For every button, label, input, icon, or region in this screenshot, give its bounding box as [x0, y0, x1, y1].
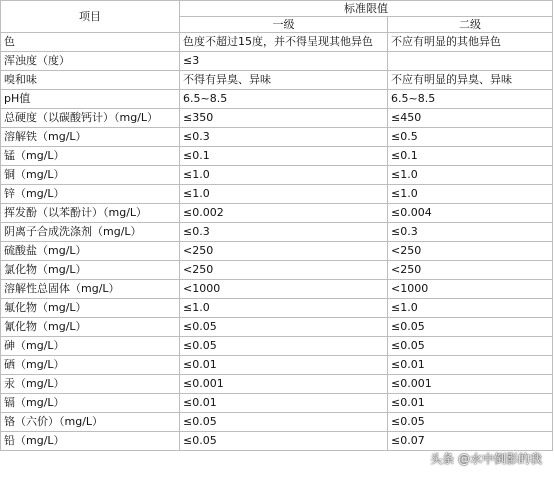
grade2-cell: ≤0.07 [388, 432, 553, 451]
watermark: 头条 @水中倒影的我 [430, 452, 542, 466]
item-cell: 锰（mg/L） [1, 147, 180, 166]
table-row [1, 375, 553, 394]
table-row [1, 242, 553, 261]
grade1-cell: ≤0.01 [180, 394, 388, 413]
grade1-cell: ≤0.05 [180, 432, 388, 451]
grade1-cell: 6.5~8.5 [180, 90, 388, 109]
item-cell: pH值 [1, 90, 180, 109]
item-cell: 浑浊度（度） [1, 52, 180, 71]
item-cell: 阴离子合成洗涤剂（mg/L） [1, 223, 180, 242]
grade2-cell [388, 52, 553, 71]
grade2-cell: ≤1.0 [388, 185, 553, 204]
item-cell: 铜（mg/L） [1, 166, 180, 185]
grade2-cell: ≤0.01 [388, 356, 553, 375]
table-row [1, 71, 553, 90]
grade2-header: 二级 [388, 17, 553, 33]
grade2-cell: 不应有明显的异臭、异味 [388, 71, 553, 90]
header-row [1, 1, 553, 17]
table-row [1, 318, 553, 337]
table-row [1, 204, 553, 223]
table-row [1, 185, 553, 204]
item-cell: 色 [1, 33, 180, 52]
grade1-cell: ≤0.05 [180, 337, 388, 356]
table-row [1, 223, 553, 242]
grade1-cell: ≤0.01 [180, 356, 388, 375]
item-cell: 砷（mg/L） [1, 337, 180, 356]
limit-header: 标准限值 [180, 1, 553, 17]
table-body [1, 1, 553, 451]
grade1-cell: ≤0.002 [180, 204, 388, 223]
grade2-cell: ≤0.5 [388, 128, 553, 147]
table-row [1, 166, 553, 185]
grade2-cell: <250 [388, 261, 553, 280]
grade2-cell: ≤450 [388, 109, 553, 128]
item-cell: 溶解性总固体（mg/L） [1, 280, 180, 299]
grade1-cell: ≤3 [180, 52, 388, 71]
table-row [1, 90, 553, 109]
item-cell: 铅（mg/L） [1, 432, 180, 451]
table-row [1, 128, 553, 147]
item-cell: 氰化物（mg/L） [1, 318, 180, 337]
item-header: 项目 [1, 1, 180, 33]
item-cell: 汞（mg/L） [1, 375, 180, 394]
grade1-cell: ≤1.0 [180, 185, 388, 204]
grade2-cell: ≤0.01 [388, 394, 553, 413]
table-row [1, 33, 553, 52]
grade1-cell: ≤1.0 [180, 166, 388, 185]
grade1-cell: ≤0.001 [180, 375, 388, 394]
grade1-cell: ≤0.3 [180, 223, 388, 242]
item-cell: 总硬度（以碳酸钙计）（mg/L） [1, 109, 180, 128]
table-row [1, 147, 553, 166]
grade2-cell: ≤0.001 [388, 375, 553, 394]
grade2-cell: ≤0.05 [388, 337, 553, 356]
item-cell: 挥发酚（以苯酚计）（mg/L） [1, 204, 180, 223]
grade1-cell: ≤0.05 [180, 413, 388, 432]
table-row [1, 356, 553, 375]
grade2-cell: ≤0.1 [388, 147, 553, 166]
table-row [1, 261, 553, 280]
table-row [1, 337, 553, 356]
grade1-cell: ≤0.3 [180, 128, 388, 147]
grade2-cell: ≤1.0 [388, 166, 553, 185]
grade2-cell: 6.5~8.5 [388, 90, 553, 109]
item-cell: 嗅和味 [1, 71, 180, 90]
grade1-cell: <1000 [180, 280, 388, 299]
grade1-cell: 色度不超过15度，并不得呈现其他异色 [180, 33, 388, 52]
table-row [1, 413, 553, 432]
grade2-cell: ≤0.004 [388, 204, 553, 223]
item-cell: 溶解铁（mg/L） [1, 128, 180, 147]
grade1-cell: <250 [180, 242, 388, 261]
grade1-cell: <250 [180, 261, 388, 280]
item-cell: 硫酸盐（mg/L） [1, 242, 180, 261]
item-cell: 氟化物（mg/L） [1, 299, 180, 318]
item-cell: 镉（mg/L） [1, 394, 180, 413]
table-row [1, 394, 553, 413]
grade1-cell: ≤0.1 [180, 147, 388, 166]
table-row [1, 432, 553, 451]
grade1-header: 一级 [180, 17, 388, 33]
table-row [1, 299, 553, 318]
table-row [1, 52, 553, 71]
grade1-cell: 不得有异臭、异味 [180, 71, 388, 90]
item-cell: 锌（mg/L） [1, 185, 180, 204]
item-cell: 铬（六价）（mg/L） [1, 413, 180, 432]
grade2-cell: ≤0.05 [388, 318, 553, 337]
grade2-cell: <250 [388, 242, 553, 261]
item-cell: 氯化物（mg/L） [1, 261, 180, 280]
table-row [1, 280, 553, 299]
grade2-cell: ≤0.3 [388, 223, 553, 242]
grade2-cell: <1000 [388, 280, 553, 299]
table-row [1, 109, 553, 128]
grade2-cell: ≤0.05 [388, 413, 553, 432]
item-cell: 硒（mg/L） [1, 356, 180, 375]
grade2-cell: ≤1.0 [388, 299, 553, 318]
grade1-cell: ≤1.0 [180, 299, 388, 318]
grade2-cell: 不应有明显的其他异色 [388, 33, 553, 52]
grade1-cell: ≤350 [180, 109, 388, 128]
grade1-cell: ≤0.05 [180, 318, 388, 337]
